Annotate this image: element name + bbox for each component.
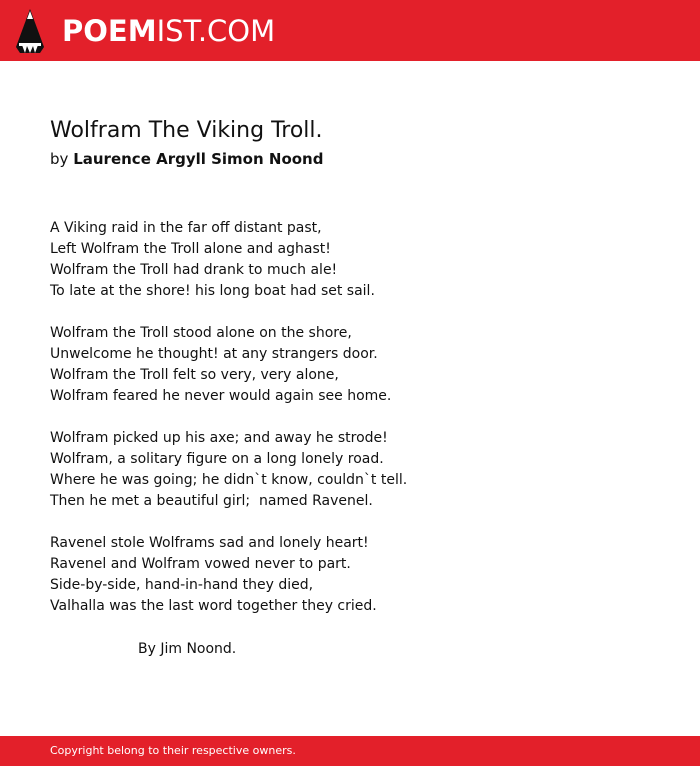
poem-line: Ravenel stole Wolframs sad and lonely heart! bbox=[50, 535, 369, 551]
poem-stanza-1 bbox=[50, 218, 670, 302]
author-link[interactable]: Laurence Argyll Simon Noond bbox=[73, 150, 324, 168]
poem-line: A Viking raid in the far off distant past, bbox=[50, 220, 322, 236]
poem-title: Wolfram The Viking Troll. bbox=[50, 118, 323, 143]
poem-line: To late at the shore! his long boat had set sail. bbox=[50, 283, 375, 299]
by-label: by bbox=[50, 150, 69, 168]
poem-line: Wolfram picked up his axe; and away he strode! bbox=[50, 430, 388, 446]
poem-line: Left Wolfram the Troll alone and aghast! bbox=[50, 241, 331, 257]
poem-line: Wolfram, a solitary figure on a long lonely road. bbox=[50, 451, 384, 467]
poem-signature: By Jim Noond. bbox=[138, 641, 237, 657]
poem-byline bbox=[50, 149, 323, 169]
poem-line: Then he met a beautiful girl; named Ravenel. bbox=[50, 493, 373, 509]
poem-line: Valhalla was the last word together they cried. bbox=[50, 598, 377, 614]
copyright-text: Copyright belong to their respective owners. bbox=[50, 744, 296, 757]
poem-line: Wolfram the Troll had drank to much ale! bbox=[50, 262, 338, 278]
poem-line: Side-by-side, hand-in-hand they died, bbox=[50, 577, 314, 593]
poem-line: Wolfram the Troll stood alone on the shore, bbox=[50, 325, 352, 341]
poem-line: Wolfram feared he never would again see home. bbox=[50, 388, 392, 404]
logo-bold-part: POEM bbox=[62, 14, 157, 48]
poem-line: Where he was going; he didn`t know, couldn`t tell. bbox=[50, 472, 408, 488]
poem-body bbox=[50, 218, 670, 638]
site-header bbox=[0, 0, 700, 61]
site-footer bbox=[0, 736, 700, 766]
logo-light-part: IST.COM bbox=[156, 14, 276, 48]
poem-stanza-3 bbox=[50, 428, 670, 512]
poem-line: Ravenel and Wolfram vowed never to part. bbox=[50, 556, 351, 572]
poem-line: Wolfram the Troll felt so very, very alone, bbox=[50, 367, 339, 383]
site-logo-text bbox=[62, 11, 275, 51]
poem-line: Unwelcome he thought! at any strangers door. bbox=[50, 346, 378, 362]
poem-stanza-2 bbox=[50, 323, 670, 407]
poem-stanza-4 bbox=[50, 533, 670, 617]
pen-nib-icon bbox=[16, 9, 44, 53]
